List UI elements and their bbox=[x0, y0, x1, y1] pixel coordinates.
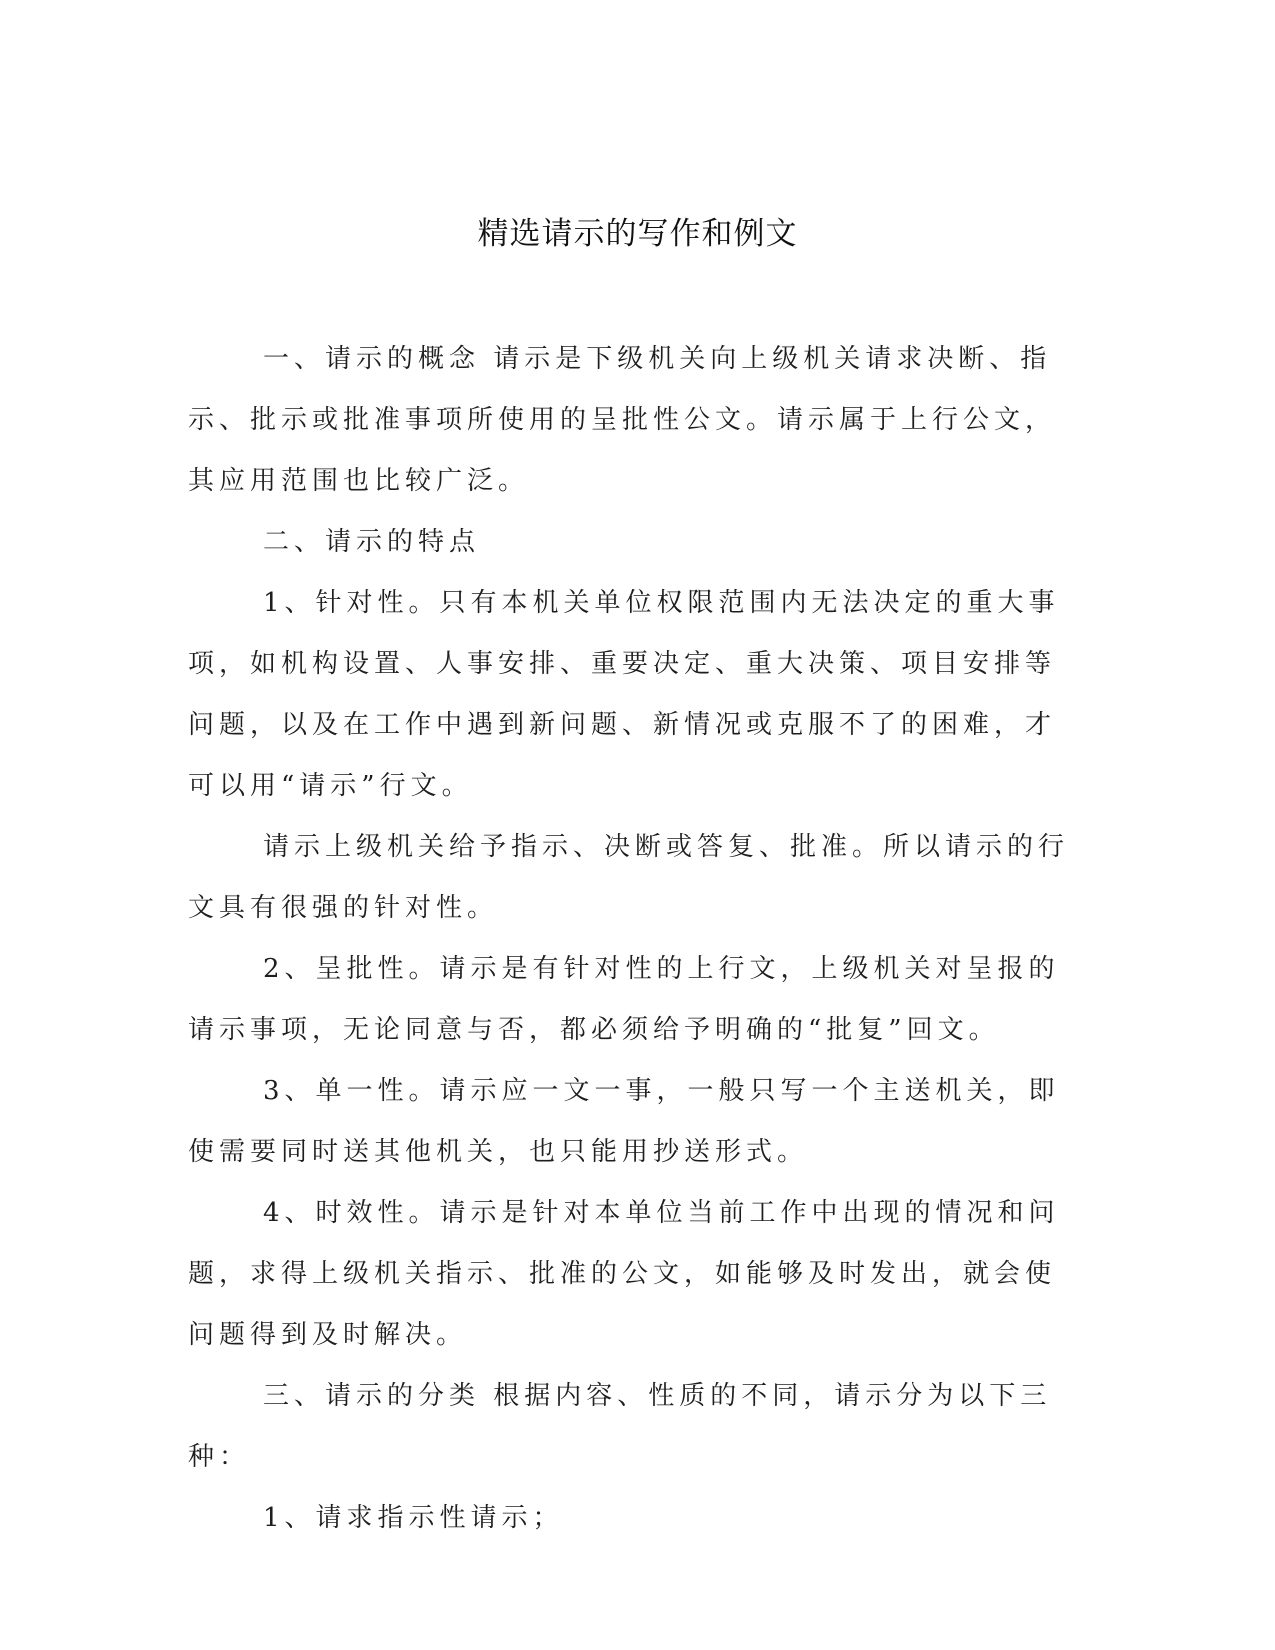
paragraph-concept: 一、请示的概念 请示是下级机关向上级机关请求决断、指示、批示或批准事项所使用的呈批性公文。请示属于上行公文，其应用范围也比较广泛。 bbox=[188, 344, 1057, 496]
document-body bbox=[188, 329, 1078, 1549]
page-title: 精选请示的写作和例文 bbox=[477, 216, 798, 252]
paragraph-classification: 三、请示的分类 根据内容、性质的不同，请示分为以下三种： bbox=[188, 1381, 1052, 1472]
paragraph-features-heading: 二、请示的特点 bbox=[263, 527, 481, 557]
paragraph-feature-1: 1、针对性。只有本机关单位权限范围内无法决定的重大事项，如机构设置、人事安排、重要决定、重大决策、项目安排等问题，以及在工作中遇到新问题、新情况或克服不了的困难，才可以用“请示”行文。 bbox=[188, 588, 1060, 801]
paragraph-classification-1: 1、请求指示性请示； bbox=[263, 1503, 564, 1533]
paragraph-feature-3: 3、单一性。请示应一文一事，一般只写一个主送机关，即使需要同时送其他机关，也只能用抄送形式。 bbox=[188, 1076, 1060, 1167]
paragraph-feature-4: 4、时效性。请示是针对本单位当前工作中出现的情况和问题，求得上级机关指示、批准的公文，如能够及时发出，就会使问题得到及时解决。 bbox=[188, 1198, 1060, 1350]
paragraph-feature-2: 2、呈批性。请示是有针对性的上行文，上级机关对呈报的请示事项，无论同意与否，都必须给予明确的“批复”回文。 bbox=[188, 954, 1060, 1045]
paragraph-feature-1-cont: 请示上级机关给予指示、决断或答复、批准。所以请示的行文具有很强的针对性。 bbox=[188, 832, 1070, 923]
